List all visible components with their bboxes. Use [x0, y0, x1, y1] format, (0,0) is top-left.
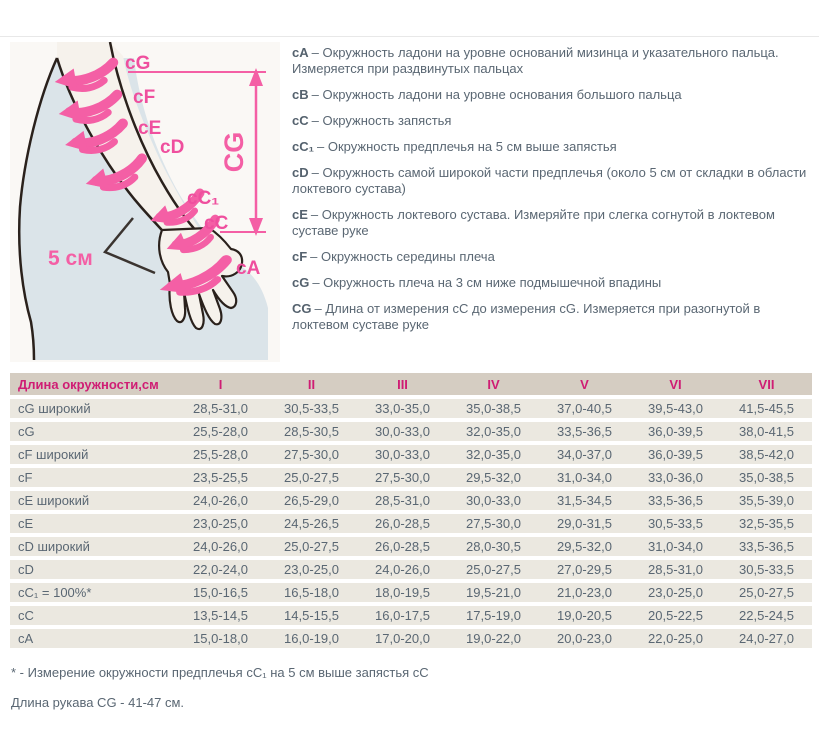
- row-value: 25,5-28,0: [175, 422, 266, 441]
- measurement-description: [292, 249, 811, 265]
- measurement-term: cE: [292, 207, 308, 222]
- row-value: 26,5-29,0: [266, 491, 357, 510]
- row-value: 26,0-28,5: [357, 537, 448, 556]
- measurement-text: – Окружность ладони на уровне основания большого пальца: [311, 87, 682, 102]
- measurement-description: [292, 113, 811, 129]
- row-value: 24,0-26,0: [357, 560, 448, 579]
- band-label-cA: cA: [236, 258, 261, 279]
- row-value: 30,0-33,0: [357, 445, 448, 464]
- table-row: [10, 422, 812, 441]
- measurement-term: CG: [292, 301, 312, 316]
- row-value: 20,5-22,5: [630, 606, 721, 625]
- footnotes: [11, 665, 819, 710]
- row-value: 34,0-37,0: [539, 445, 630, 464]
- measurement-description: [292, 45, 811, 77]
- band-label-cE: cE: [138, 118, 162, 139]
- row-label: cE: [10, 514, 175, 533]
- row-value: 21,0-23,0: [539, 583, 630, 602]
- row-value: 26,0-28,5: [357, 514, 448, 533]
- row-value: 31,5-34,5: [539, 491, 630, 510]
- band-label-cC: cC: [204, 213, 229, 234]
- measurement-description: [292, 165, 811, 197]
- band-label-cG: cG: [125, 53, 151, 74]
- row-value: 15,0-18,0: [175, 629, 266, 648]
- measurement-term: cC₁: [292, 139, 314, 154]
- row-value: 23,5-25,5: [175, 468, 266, 487]
- row-label: cD широкий: [10, 537, 175, 556]
- row-value: 30,5-33,5: [721, 560, 812, 579]
- sleeve-length-note: Длина рукава CG - 41-47 см.: [11, 695, 185, 710]
- row-value: 38,5-42,0: [721, 445, 812, 464]
- size-column-III: III: [357, 373, 448, 395]
- table-row: [10, 606, 812, 625]
- row-value: 17,0-20,0: [357, 629, 448, 648]
- row-value: 24,0-26,0: [175, 491, 266, 510]
- row-value: 28,5-30,5: [266, 422, 357, 441]
- row-value: 31,0-34,0: [539, 468, 630, 487]
- row-value: 18,0-19,5: [357, 583, 448, 602]
- row-value: 30,5-33,5: [630, 514, 721, 533]
- table-row: [10, 514, 812, 533]
- dimension-label-CG: CG: [219, 131, 249, 173]
- size-column-I: I: [175, 373, 266, 395]
- arm-measurement-diagram: [10, 42, 280, 362]
- row-value: 32,5-35,5: [721, 514, 812, 533]
- measurement-text: – Окружность ладони на уровне оснований мизинца и указательного пальца. Измеряется при раздвинутых пальцах: [292, 45, 779, 76]
- row-label: cG широкий: [10, 399, 175, 418]
- row-value: 30,0-33,0: [448, 491, 539, 510]
- row-value: 27,5-30,0: [357, 468, 448, 487]
- row-value: 14,5-15,5: [266, 606, 357, 625]
- row-value: 19,0-22,0: [448, 629, 539, 648]
- row-value: 29,5-32,0: [448, 468, 539, 487]
- measurement-term: cG: [292, 275, 310, 290]
- measurement-term: cA: [292, 45, 309, 60]
- band-label-cF: cF: [133, 87, 156, 108]
- row-label: cF широкий: [10, 445, 175, 464]
- row-value: 22,0-24,0: [175, 560, 266, 579]
- row-value: 25,0-27,5: [721, 583, 812, 602]
- row-value: 23,0-25,0: [266, 560, 357, 579]
- row-value: 16,0-19,0: [266, 629, 357, 648]
- measurement-term: cF: [292, 249, 308, 264]
- row-value: 35,0-38,5: [721, 468, 812, 487]
- row-value: 27,5-30,0: [266, 445, 357, 464]
- size-table-header-row: [10, 373, 812, 395]
- row-value: 16,0-17,5: [357, 606, 448, 625]
- measurement-term: cB: [292, 87, 309, 102]
- size-column-VII: VII: [721, 373, 812, 395]
- row-value: 30,0-33,0: [357, 422, 448, 441]
- row-value: 23,0-25,0: [175, 514, 266, 533]
- row-value: 24,0-26,0: [175, 537, 266, 556]
- row-value: 33,0-35,0: [357, 399, 448, 418]
- table-row: [10, 560, 812, 579]
- asterisk-footnote: * - Измерение окружности предплечья cC₁ на 5 см выше запястья cC: [11, 665, 429, 680]
- row-value: 35,0-38,5: [448, 399, 539, 418]
- size-column-VI: VI: [630, 373, 721, 395]
- row-label: cC₁ = 100%*: [10, 583, 175, 602]
- measurement-text: – Окружность локтевого сустава. Измеряйте при слегка согнутой в локтевом суставе руке: [292, 207, 775, 238]
- row-label: cD: [10, 560, 175, 579]
- row-value: 25,0-27,5: [448, 560, 539, 579]
- measurement-text: – Окружность плеча на 3 см ниже подмышечной впадины: [312, 275, 662, 290]
- row-value: 35,5-39,0: [721, 491, 812, 510]
- row-label: cF: [10, 468, 175, 487]
- five-cm-label: 5 см: [48, 247, 93, 270]
- band-label-cD: cD: [160, 137, 185, 158]
- measurement-description: [292, 87, 811, 103]
- size-column-V: V: [539, 373, 630, 395]
- measurement-term: cD: [292, 165, 309, 180]
- row-value: 33,0-36,0: [630, 468, 721, 487]
- row-value: 33,5-36,5: [630, 491, 721, 510]
- measurement-description: [292, 301, 811, 333]
- table-row: [10, 399, 812, 418]
- measurement-guide-section: [0, 37, 819, 362]
- row-value: 33,5-36,5: [539, 422, 630, 441]
- row-value: 32,0-35,0: [448, 445, 539, 464]
- row-value: 19,5-21,0: [448, 583, 539, 602]
- row-value: 33,5-36,5: [721, 537, 812, 556]
- row-value: 32,0-35,0: [448, 422, 539, 441]
- measurement-text: – Окружность предплечья на 5 см выше запястья: [317, 139, 617, 154]
- row-value: 17,5-19,0: [448, 606, 539, 625]
- row-value: 20,0-23,0: [539, 629, 630, 648]
- table-row: [10, 491, 812, 510]
- size-column-II: II: [266, 373, 357, 395]
- row-value: 16,5-18,0: [266, 583, 357, 602]
- row-value: 25,0-27,5: [266, 468, 357, 487]
- size-column-IV: IV: [448, 373, 539, 395]
- row-value: 36,0-39,5: [630, 422, 721, 441]
- measurement-text: – Окружность середины плеча: [310, 249, 495, 264]
- measurement-description: [292, 139, 811, 155]
- measurement-text: – Окружность самой широкой части предплечья (около 5 см от складки в области локтевого сустава): [292, 165, 807, 196]
- row-value: 15,0-16,5: [175, 583, 266, 602]
- row-value: 22,5-24,5: [721, 606, 812, 625]
- table-row: [10, 537, 812, 556]
- row-value: 23,0-25,0: [630, 583, 721, 602]
- row-label: cE широкий: [10, 491, 175, 510]
- measurement-description: [292, 207, 811, 239]
- row-value: 38,0-41,5: [721, 422, 812, 441]
- table-row: [10, 468, 812, 487]
- row-value: 31,0-34,0: [630, 537, 721, 556]
- row-value: 27,5-30,0: [448, 514, 539, 533]
- row-value: 28,5-31,0: [357, 491, 448, 510]
- row-value: 28,0-30,5: [448, 537, 539, 556]
- row-value: 37,0-40,5: [539, 399, 630, 418]
- row-value: 25,5-28,0: [175, 445, 266, 464]
- measurement-text: – Длина от измерения cC до измерения cG. Измеряется при разогнутой в локтевом суставе руке: [292, 301, 761, 332]
- table-row: [10, 629, 812, 648]
- row-value: 13,5-14,5: [175, 606, 266, 625]
- row-label: cA: [10, 629, 175, 648]
- row-value: 29,0-31,5: [539, 514, 630, 533]
- row-value: 24,5-26,5: [266, 514, 357, 533]
- row-label: cC: [10, 606, 175, 625]
- row-value: 36,0-39,5: [630, 445, 721, 464]
- table-row: [10, 445, 812, 464]
- row-value: 39,5-43,0: [630, 399, 721, 418]
- row-label: cG: [10, 422, 175, 441]
- row-value: 19,0-20,5: [539, 606, 630, 625]
- row-value: 30,5-33,5: [266, 399, 357, 418]
- measurement-text: – Окружность запястья: [311, 113, 452, 128]
- row-value: 25,0-27,5: [266, 537, 357, 556]
- row-value: 24,0-27,0: [721, 629, 812, 648]
- measurement-descriptions: [292, 42, 811, 362]
- row-value: 41,5-45,5: [721, 399, 812, 418]
- row-value: 27,0-29,5: [539, 560, 630, 579]
- row-value: 22,0-25,0: [630, 629, 721, 648]
- size-table-title-cell: Длина окружности,см: [10, 373, 175, 395]
- table-row: [10, 583, 812, 602]
- row-value: 28,5-31,0: [630, 560, 721, 579]
- size-table: [10, 369, 812, 652]
- row-value: 29,5-32,0: [539, 537, 630, 556]
- row-value: 28,5-31,0: [175, 399, 266, 418]
- measurement-term: cC: [292, 113, 309, 128]
- band-label-cC1: cC₁: [187, 188, 220, 209]
- measurement-description: [292, 275, 811, 291]
